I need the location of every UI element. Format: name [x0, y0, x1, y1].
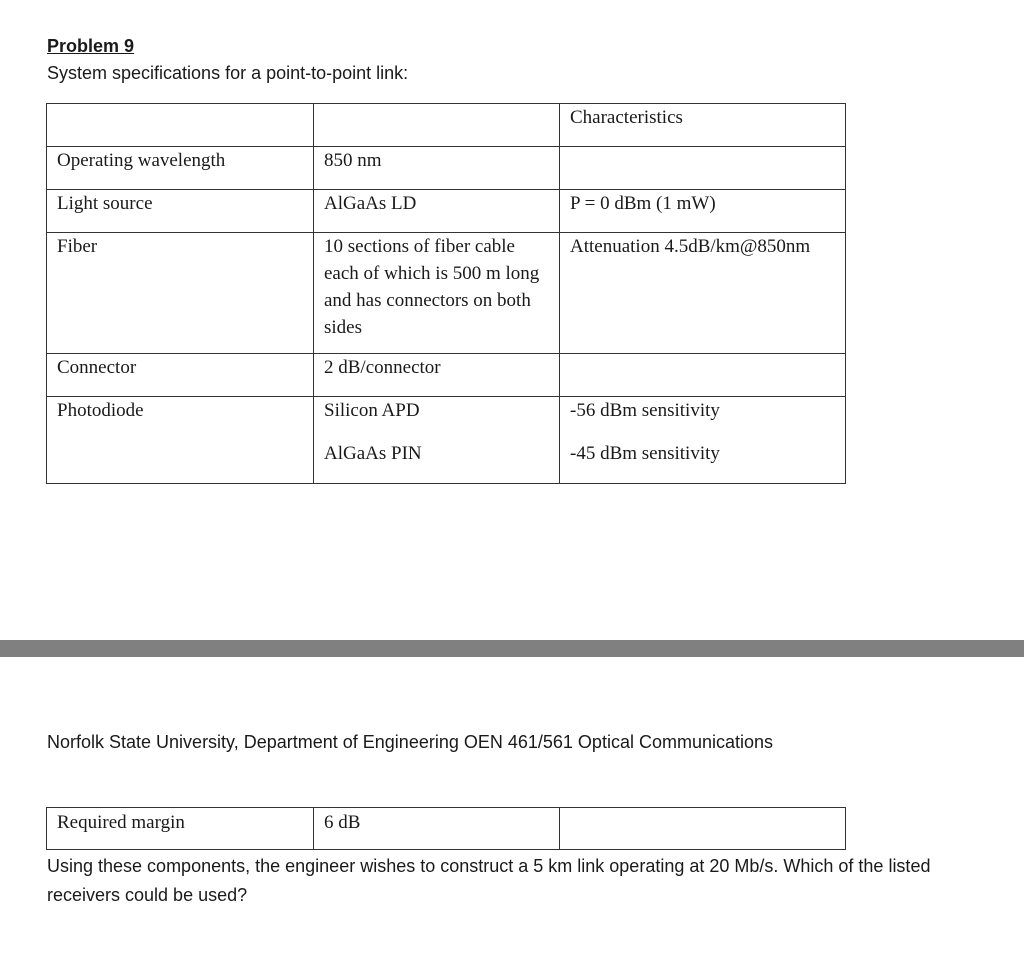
param-cell: Operating wavelength [47, 147, 314, 190]
table-row [47, 354, 846, 397]
table-row [47, 190, 846, 233]
value-cell: 2 dB/connector [314, 354, 560, 397]
value-cell: 10 sections of fiber cable each of which is 500 m long and has connectors on both sides [314, 233, 560, 354]
header-cell-characteristics: Characteristics [560, 104, 846, 147]
param-cell: Light source [47, 190, 314, 233]
param-cell: Fiber [47, 233, 314, 354]
table-header-row [47, 104, 846, 147]
table-row [47, 233, 846, 354]
problem-title: Problem 9 [47, 36, 135, 56]
param-cell: Photodiode [47, 397, 314, 484]
header-cell [47, 104, 314, 147]
sensitivity-value: -56 dBm sensitivity [570, 400, 720, 421]
question-text: Using these components, the engineer wishes to construct a 5 km link operating at 20 Mb/s. Which of the listed receivers could be used? [47, 856, 931, 905]
value-cell: 6 dB [314, 808, 560, 850]
photodiode-option: AlGaAs PIN [324, 443, 422, 464]
photodiode-option: Silicon APD [324, 400, 420, 421]
characteristic-cell [560, 354, 846, 397]
table-row [47, 808, 846, 850]
page-divider [0, 640, 1024, 657]
table-row [47, 147, 846, 190]
value-cell [314, 397, 560, 484]
characteristic-cell: Attenuation 4.5dB/km@850nm [560, 233, 846, 354]
sensitivity-value: -45 dBm sensitivity [570, 443, 720, 464]
characteristic-cell [560, 147, 846, 190]
page-footer: Norfolk State University, Department of Engineering OEN 461/561 Optical Communications [47, 732, 774, 752]
characteristic-cell: P = 0 dBm (1 mW) [560, 190, 846, 233]
characteristic-cell [560, 397, 846, 484]
param-cell: Required margin [47, 808, 314, 850]
problem-subtitle: System specifications for a point-to-point link: [47, 63, 409, 83]
table-row [47, 397, 846, 484]
characteristic-cell [560, 808, 846, 850]
param-cell: Connector [47, 354, 314, 397]
header-cell [314, 104, 560, 147]
margin-table [46, 807, 846, 850]
value-cell: AlGaAs LD [314, 190, 560, 233]
value-cell: 850 nm [314, 147, 560, 190]
spec-table [46, 103, 846, 484]
